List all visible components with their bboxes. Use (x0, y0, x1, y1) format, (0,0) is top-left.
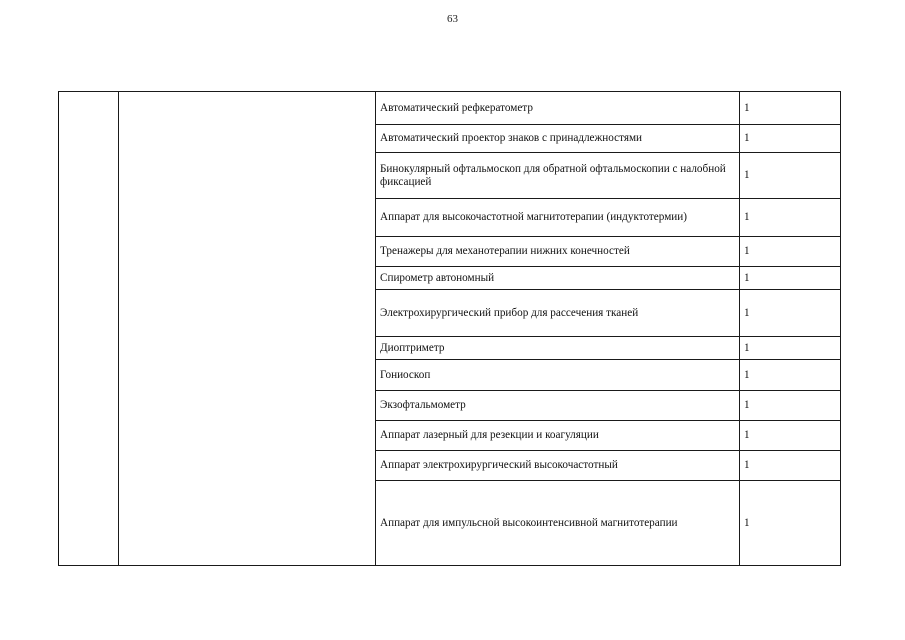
equipment-name: Гониоскоп (376, 360, 740, 391)
equipment-name: Спирометр автономный (376, 267, 740, 290)
equipment-name: Автоматический проектор знаков с принадлежностями (376, 125, 740, 153)
equipment-quantity: 1 (740, 391, 841, 421)
equipment-name: Бинокулярный офтальмоскоп для обратной офтальмоскопии с налобной фиксацией (376, 153, 740, 199)
equipment-quantity: 1 (740, 481, 841, 566)
equipment-table (58, 91, 841, 566)
equipment-quantity: 1 (740, 290, 841, 337)
equipment-quantity: 1 (740, 360, 841, 391)
page-number: 63 (447, 13, 458, 25)
equipment-name: Электрохирургический прибор для рассечения тканей (376, 290, 740, 337)
equipment-quantity: 1 (740, 451, 841, 481)
equipment-name: Аппарат электрохирургический высокочастотный (376, 451, 740, 481)
equipment-name: Экзофтальмометр (376, 391, 740, 421)
equipment-name: Аппарат для импульсной высокоинтенсивной магнитотерапии (376, 481, 740, 566)
index-cell (59, 92, 119, 566)
equipment-quantity: 1 (740, 199, 841, 237)
equipment-quantity: 1 (740, 125, 841, 153)
equipment-name: Аппарат лазерный для резекции и коагуляции (376, 421, 740, 451)
equipment-quantity: 1 (740, 237, 841, 267)
equipment-name: Аппарат для высокочастотной магнитотерапии (индуктотермии) (376, 199, 740, 237)
equipment-quantity: 1 (740, 92, 841, 125)
equipment-quantity: 1 (740, 153, 841, 199)
table-row (59, 92, 841, 125)
equipment-quantity: 1 (740, 267, 841, 290)
section-cell (119, 92, 376, 566)
equipment-quantity: 1 (740, 337, 841, 360)
equipment-name: Автоматический рефкератометр (376, 92, 740, 125)
equipment-quantity: 1 (740, 421, 841, 451)
equipment-name: Тренажеры для механотерапии нижних конечностей (376, 237, 740, 267)
equipment-name: Диоптриметр (376, 337, 740, 360)
